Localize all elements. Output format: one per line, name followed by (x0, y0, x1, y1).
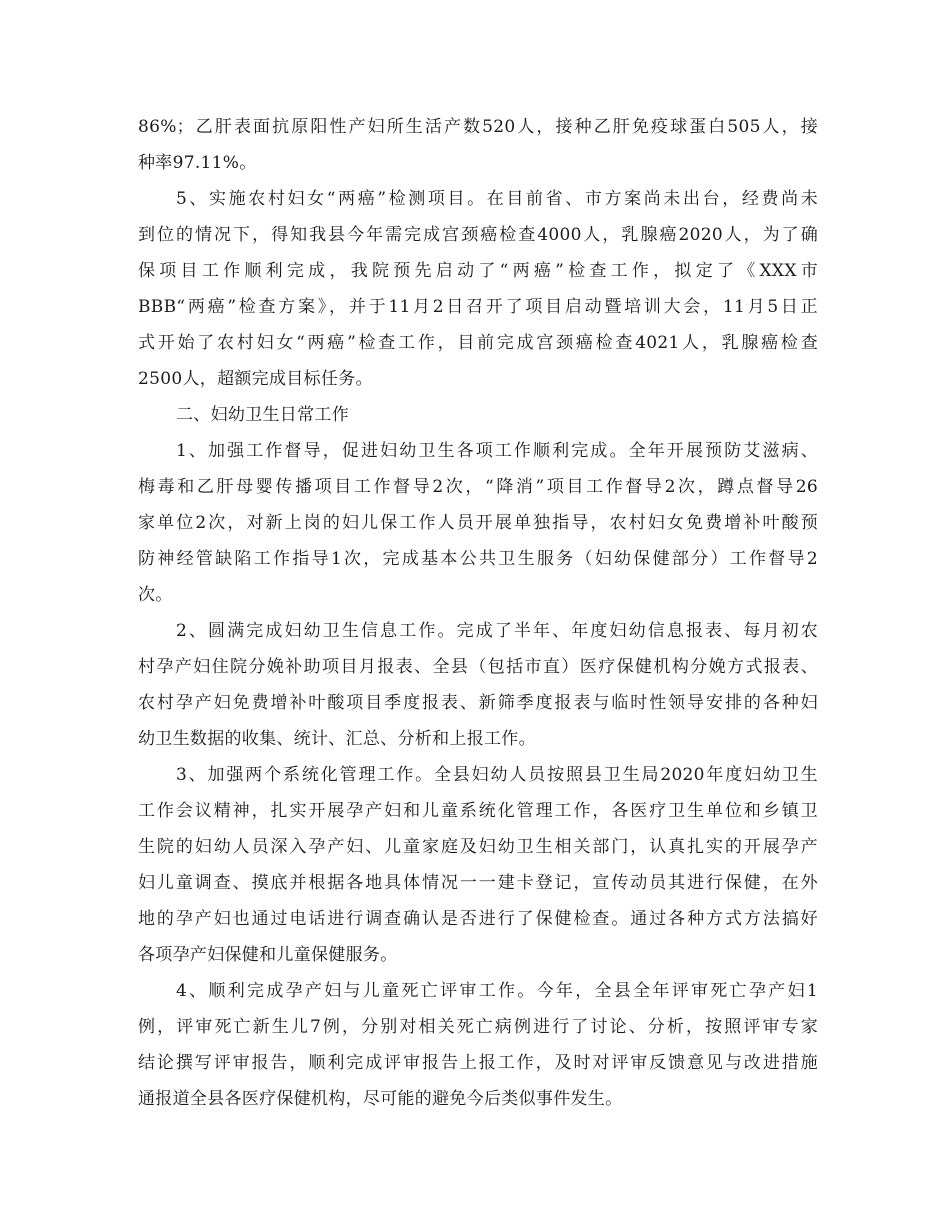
paragraph-first-line: 5、实施农村妇女“两癌”检测项目。在目前省、市方案尚未出台，经费尚未 (176, 189, 818, 209)
text-line: 防神经管缺陷工作指导1次，完成基本公共卫生服务（妇幼保健部分）工作督导2 (138, 549, 818, 569)
text-line: 2500人，超额完成目标任务。 (138, 369, 373, 389)
text-line: 幼卫生数据的收集、统计、汇总、分析和上报工作。 (138, 729, 536, 749)
paragraph-first-line: 1、加强工作督导，促进妇幼卫生各项工作顺利完成。全年开展预防艾滋病、 (176, 441, 818, 461)
text-line: 家单位2次，对新上岗的妇儿保工作人员开展单独指导，农村妇女免费增补叶酸预 (138, 513, 818, 533)
text-line: 妇儿童调查、摸底并根据各地具体情况一一建卡登记，宣传动员其进行保健，在外 (138, 873, 818, 893)
text-line: 梅毒和乙肝母婴传播项目工作督导2次，“降消”项目工作督导2次，蹲点督导26 (138, 477, 818, 497)
text-line: 生院的妇幼人员深入孕产妇、儿童家庭及妇幼卫生相关部门，认真扎实的开展孕产 (138, 837, 818, 857)
text-line: 种率97.11%。 (138, 153, 257, 173)
text-line: 各项孕产妇保健和儿童保健服务。 (138, 945, 398, 965)
text-line: 86%；乙肝表面抗原阳性产妇所生活产数520人，接种乙肝免疫球蛋白505人，接 (138, 117, 818, 137)
text-line: 工作会议精神，扎实开展孕产妇和儿童系统化管理工作，各医疗卫生单位和乡镇卫 (138, 801, 818, 821)
text-line: 例，评审死亡新生儿7例，分别对相关死亡病例进行了讨论、分析，按照评审专家 (138, 1017, 818, 1037)
paragraph-first-line: 4、顺利完成孕产妇与儿童死亡评审工作。今年，全县全年评审死亡孕产妇1 (176, 981, 818, 1001)
section-heading: 二、妇幼卫生日常工作 (176, 405, 349, 425)
text-line: 地的孕产妇也通过电话进行调查确认是否进行了保健检查。通过各种方式方法搞好 (138, 909, 818, 929)
text-line: 式开始了农村妇女“两癌”检查工作，目前完成宫颈癌检查4021人，乳腺癌检查 (138, 333, 818, 353)
text-line: 通报道全县各医疗保健机构，尽可能的避免今后类似事件发生。 (138, 1089, 623, 1109)
paragraph-first-line: 2、圆满完成妇幼卫生信息工作。完成了半年、年度妇幼信息报表、每月初农 (176, 621, 818, 641)
text-line: 农村孕产妇免费增补叶酸项目季度报表、新筛季度报表与临时性领导安排的各种妇 (138, 693, 818, 713)
text-line: BBB“两癌”检查方案》，并于11月2日召开了项目启动暨培训大会，11月5日正 (138, 297, 818, 317)
text-line: 到位的情况下，得知我县今年需完成宫颈癌检查4000人，乳腺癌2020人，为了确 (138, 225, 818, 245)
text-line: 村孕产妇住院分娩补助项目月报表、全县（包括市直）医疗保健机构分娩方式报表、 (138, 657, 818, 677)
text-line: 保项目工作顺利完成，我院预先启动了“两癌”检查工作，拟定了《XXX市 (138, 261, 818, 281)
paragraph-first-line: 3、加强两个系统化管理工作。全县妇幼人员按照县卫生局2020年度妇幼卫生 (176, 765, 818, 785)
text-line: 结论撰写评审报告，顺利完成评审报告上报工作，及时对评审反馈意见与改进措施 (138, 1053, 818, 1073)
text-line: 次。 (138, 585, 173, 605)
